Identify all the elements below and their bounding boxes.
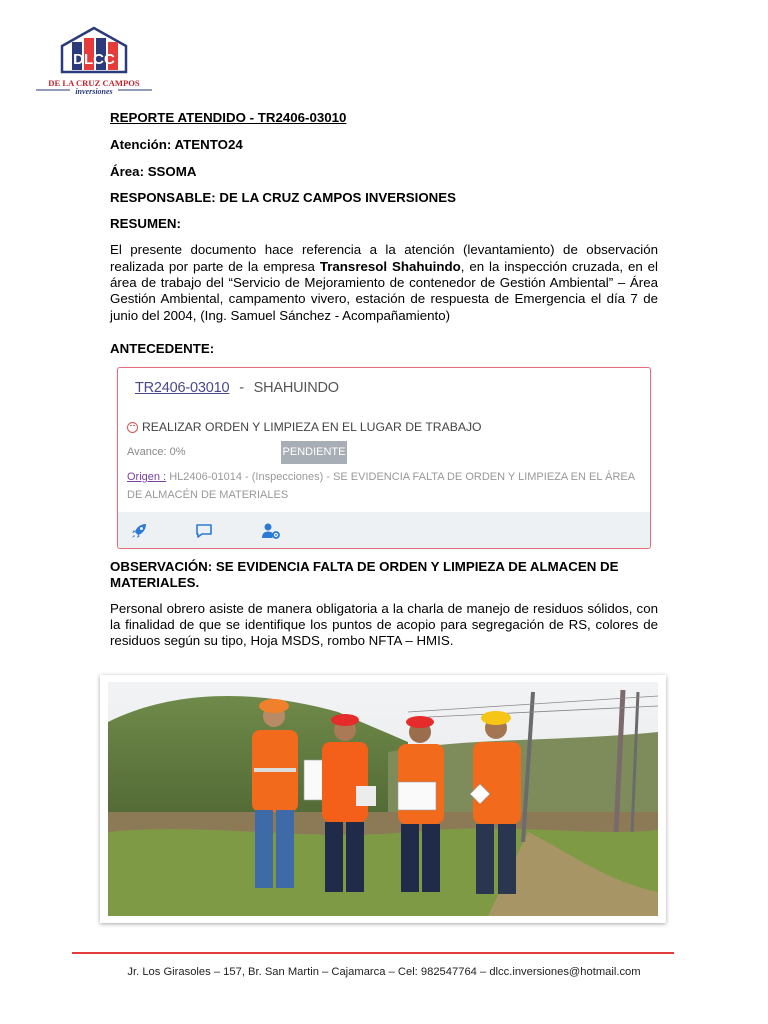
resumen-company: Transresol Shahuindo <box>319 258 461 274</box>
evidence-photo <box>100 675 666 923</box>
antecedente-card <box>117 367 651 549</box>
workers-photo-illustration <box>108 682 658 916</box>
observacion-paragraph: Personal obrero asiste de manera obligatoria a la charla de manejo de residuos sólidos, con la finalidad de que se identifique los puntos de acopio para segregación de RS, colores de residuos según su tipo, Hoja MSDS, rombo NFTA – HMIS. <box>110 600 658 649</box>
user-cog-icon[interactable] <box>261 522 281 540</box>
card-avance: Avance: 0% <box>127 446 186 458</box>
resumen-text-pre: El presente documento hace referencia a la atención (levantamiento) de observación realizada por parte de la empresa <box>110 242 658 274</box>
footer-divider <box>72 952 674 954</box>
sad-face-icon <box>127 422 138 433</box>
rocket-icon[interactable] <box>130 522 150 540</box>
card-warning <box>127 420 482 434</box>
atencion-line: Atención: ATENTO24 <box>110 137 243 153</box>
comment-icon[interactable] <box>195 522 215 540</box>
company-logo <box>34 24 154 100</box>
resumen-label: RESUMEN: <box>110 216 181 232</box>
footer-address: Jr. Los Girasoles – 157, Br. San Martin – Cajamarca – Cel: 982547764 – dlcc.inversiones@hotmail.com <box>127 966 641 978</box>
card-origen <box>127 468 642 504</box>
area-line: Área: SSOMA <box>110 163 197 179</box>
card-separator: - <box>239 380 244 396</box>
card-actions <box>118 512 650 548</box>
antecedente-label: ANTECEDENTE: <box>110 340 215 356</box>
report-heading: REPORTE ATENDIDO - TR2406-03010 <box>110 110 347 125</box>
logo-name: DE LA CRUZ CAMPOS <box>48 78 140 88</box>
card-warning-text: REALIZAR ORDEN Y LIMPIEZA EN EL LUGAR DE TRABAJO <box>142 420 482 434</box>
card-site: SHAHUINDO <box>253 380 339 396</box>
observacion-section <box>110 559 658 658</box>
card-title <box>135 380 339 396</box>
origen-label-link[interactable]: Origen : <box>127 471 167 483</box>
report-content <box>110 110 658 366</box>
observacion-title: OBSERVACIÓN: SE EVIDENCIA FALTA DE ORDEN Y LIMPIEZA DE ALMACEN DE MATERIALES. <box>110 559 619 591</box>
resumen-paragraph <box>110 242 658 323</box>
logo-sub: inversiones <box>75 87 113 96</box>
status-badge: PENDIENTE <box>281 441 347 464</box>
logo-initials: DLCC <box>73 51 115 68</box>
card-code-link[interactable]: TR2406-03010 <box>135 380 230 396</box>
origen-text: HL2406-01014 - (Inspecciones) - SE EVIDENCIA FALTA DE ORDEN Y LIMPIEZA EN EL ÁREA DE ALMACÉN DE MATERIALES <box>127 471 635 501</box>
resumen-text-post: , en la inspección cruzada, en el área de trabajo del “Servicio de Mejoramiento de contenedor de Gestión Ambiental” – Área Gestión Ambiental, campamento vivero, estación de respuesta de Emergencia el día 7 de junio del 2004, (Ing. Samuel Sánchez - Acompañamiento) <box>110 258 658 323</box>
responsable-line: RESPONSABLE: DE LA CRUZ CAMPOS INVERSIONES <box>110 189 456 205</box>
